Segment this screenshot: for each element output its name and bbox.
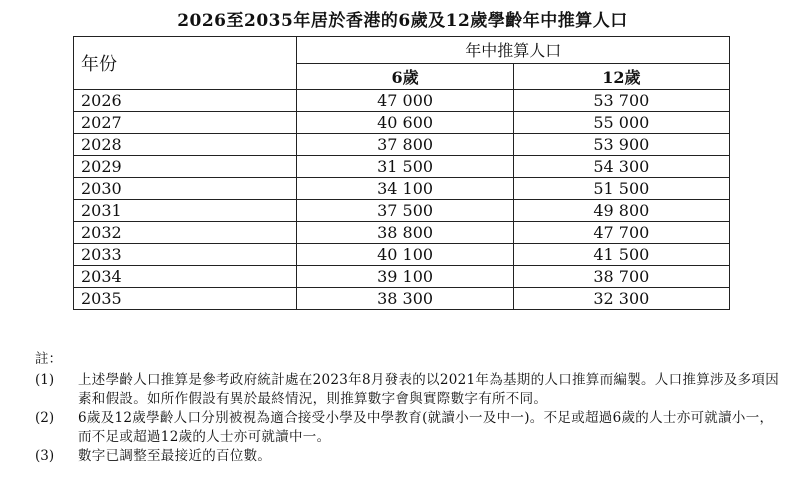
table-row [74, 112, 730, 134]
age-12-cell: 51 500 [513, 178, 729, 200]
note-text: 6歲及12歲學齡人口分別被視為適合接受小學及中學教育(就讀小一及中一)。不足或超過6歲的人士亦可就讀小一，而不足或超過12歲的人士亦可就讀中一。 [78, 410, 774, 445]
age-6-cell: 37 500 [297, 200, 513, 222]
note-item [35, 409, 785, 447]
year-cell: 2034 [74, 266, 297, 288]
age-12-cell: 47 700 [513, 222, 729, 244]
age-12-cell: 55 000 [513, 112, 729, 134]
note-text: 上述學齡人口推算是參考政府統計處在2023年8月發表的以2021年為基期的人口推算而編製。人口推算涉及多項因素和假設。如所作假設有異於最終情況，則推算數字會與實際數字有所不同。 [78, 372, 779, 407]
table-row [74, 134, 730, 156]
table-row [74, 178, 730, 200]
table-row [74, 222, 730, 244]
age-6-cell: 34 100 [297, 178, 513, 200]
year-column-header: 年份 [74, 37, 297, 90]
age-6-cell: 31 500 [297, 156, 513, 178]
note-number: (3) [35, 448, 55, 464]
age-6-cell: 40 100 [297, 244, 513, 266]
age-6-column-header: 6歲 [297, 63, 513, 90]
year-cell: 2035 [74, 288, 297, 310]
age-6-cell: 38 800 [297, 222, 513, 244]
note-number: (1) [35, 372, 55, 388]
year-cell: 2028 [74, 134, 297, 156]
note-text: 數字已調整至最接近的百位數。 [78, 448, 272, 464]
table-row [74, 266, 730, 288]
age-6-cell: 37 800 [297, 134, 513, 156]
age-12-cell: 49 800 [513, 200, 729, 222]
year-cell: 2031 [74, 200, 297, 222]
age-6-cell: 38 300 [297, 288, 513, 310]
notes-section [35, 350, 785, 466]
note-number: (2) [35, 410, 55, 426]
notes-list [35, 371, 785, 466]
age-12-cell: 54 300 [513, 156, 729, 178]
age-12-cell: 32 300 [513, 288, 729, 310]
table-row [74, 244, 730, 266]
year-cell: 2032 [74, 222, 297, 244]
population-table [73, 36, 730, 310]
age-6-cell: 39 100 [297, 266, 513, 288]
table-row [74, 200, 730, 222]
age-6-cell: 40 600 [297, 112, 513, 134]
notes-heading: 註： [35, 351, 62, 367]
note-item [35, 371, 785, 409]
age-6-cell: 47 000 [297, 90, 513, 112]
table-row [74, 288, 730, 310]
page-title: 2026至2035年居於香港的6歲及12歲學齡年中推算人口 [177, 11, 628, 31]
year-cell: 2030 [74, 178, 297, 200]
year-cell: 2033 [74, 244, 297, 266]
age-12-column-header: 12歲 [513, 63, 729, 90]
age-12-cell: 41 500 [513, 244, 729, 266]
table-row [74, 90, 730, 112]
table-row [74, 156, 730, 178]
year-cell: 2027 [74, 112, 297, 134]
year-cell: 2029 [74, 156, 297, 178]
mid-year-population-header: 年中推算人口 [297, 37, 730, 64]
year-cell: 2026 [74, 90, 297, 112]
age-12-cell: 53 700 [513, 90, 729, 112]
note-item [35, 447, 785, 466]
age-12-cell: 53 900 [513, 134, 729, 156]
age-12-cell: 38 700 [513, 266, 729, 288]
